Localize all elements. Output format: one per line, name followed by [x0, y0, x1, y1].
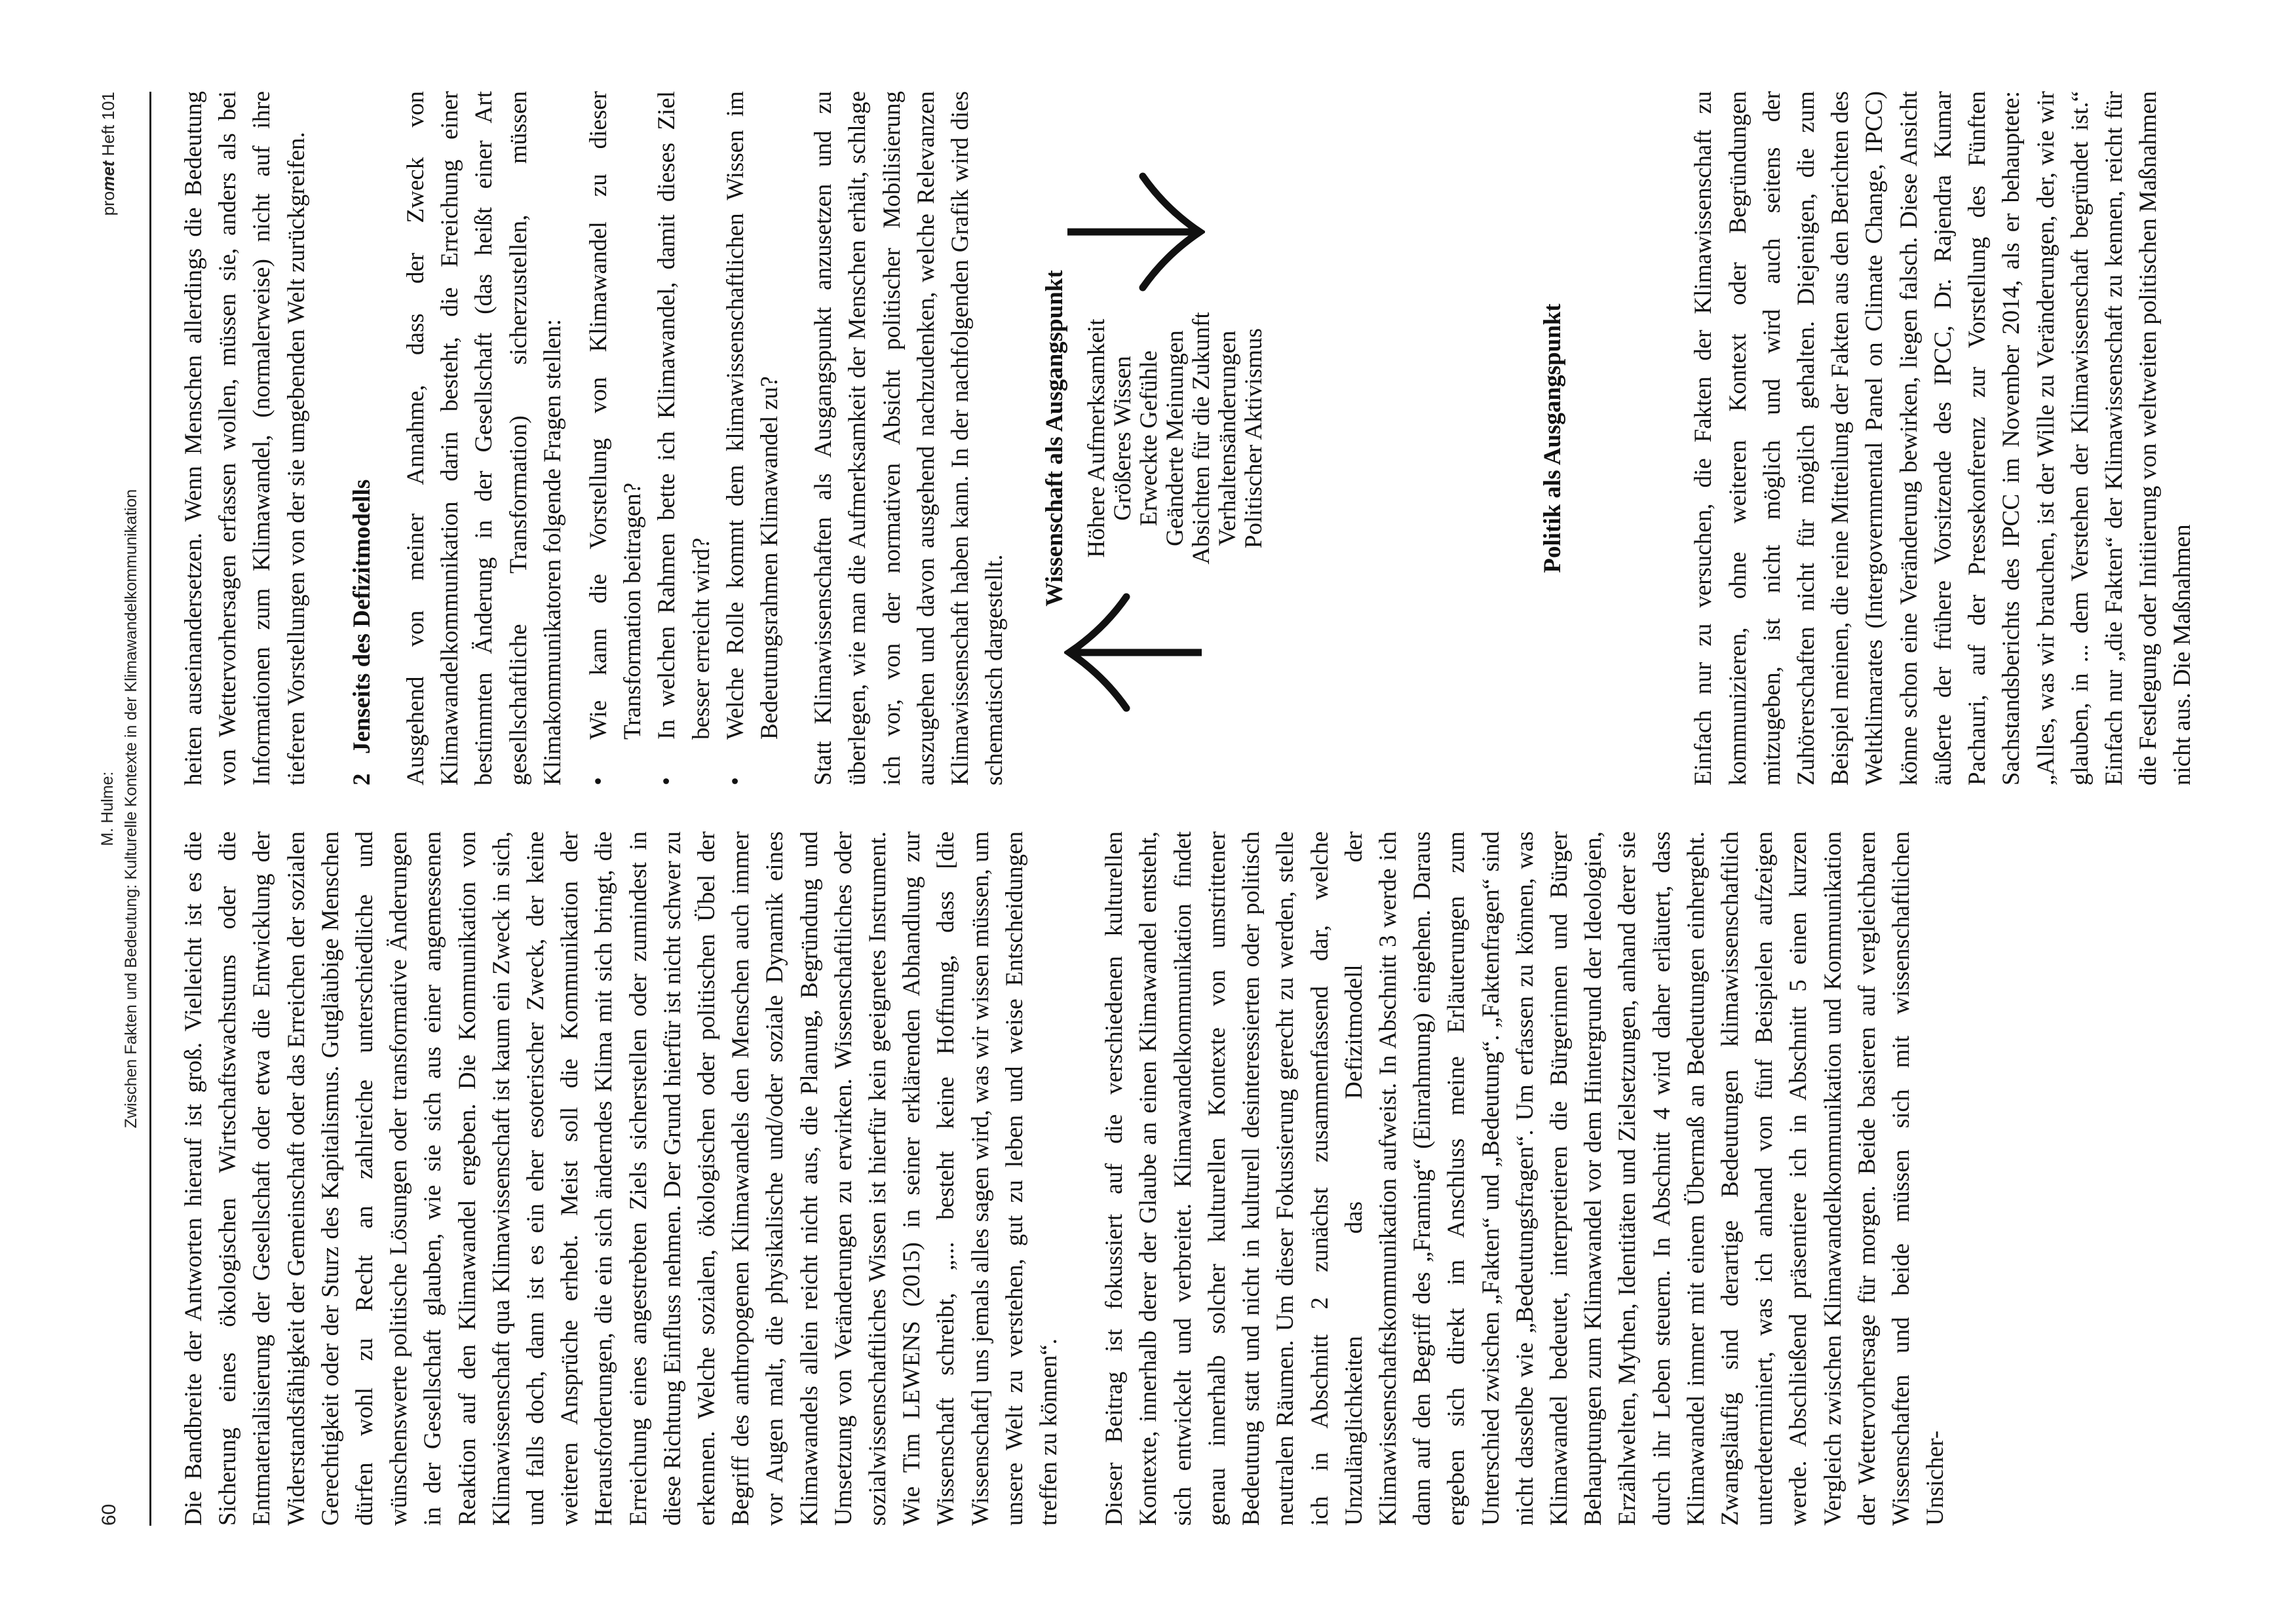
list-item: • Wie kann die Vorstellung von Klimawandel zu dieser Transformation beitragen? [582, 91, 650, 785]
paragraph-continued: heiten auseinandersetzen. Wenn Menschen allerdings die Bedeutung von Wettervorhersagen erfassen wollen, müssen sie, anders als bei Informationen zum Klimawandel, (normalerweise) nicht auf ihre tieferen Vorstellungen von der sie umgebenden Welt zurückgreifen. [180, 91, 310, 785]
paragraph: Die Bandbreite der Antworten hierauf ist groß. Vielleicht ist es die Sicherung eines ökologischen Wirtschaftswachstums oder die Entmaterialisierung der Gesellschaft oder etwa die Entwicklung der Widerstandsfähigkeit der Gemeinschaft oder das Erreichen der sozialen Gerechtigkeit oder der Sturz des Kapitalismus. Gutgläubige Menschen dürfen wohl zu Recht an zahlreiche unterschiedliche und wünschenswerte politische Lösungen oder transformative Änderungen in der Gesellschaft glauben, wie sie sich aus einer angemessenen Reaktion auf den Klimawandel ergeben. Die Kommunikation von Klimawissenschaft qua Klimawissenschaft ist kaum ein Zweck in sich, und falls doch, dann ist es ein eher esoterischer Zweck, der keine weiteren Ansprüche erhebt. Meist soll die Kommunikation der Herausforderungen, die ein sich änderndes Klima mit sich bringt, die Erreichung eines angestrebten Ziels sicherstellen oder zumindest in diese Richtung Einfluss nehmen. Der Grund hierfür ist nicht schwer zu erkennen. Welche sozialen, ökologischen oder politischen Übel der Begriff des anthropogenen Klimawandels den Menschen auch immer vor Augen malt, die physikalische und/oder soziale Dynamik eines Klimawandels allein reicht nicht aus, die Planung, Begründung und Umsetzung von Veränderungen zu erwirken. Wissenschaftliches oder sozialwissenschaftliches Wissen ist hierfür kein geeignetes Instrument. Wie Tim LEWENS (2015) in seiner erklärenden Abhandlung zur Wissenschaft schreibt, „... besteht keine Hoffnung, dass [die Wissenschaft] uns jemals alles sagen wird, was wir wissen müssen, um unsere Welt zu verstehen, gut zu leben und weise Entscheidungen treffen zu können“. [180, 831, 1063, 1526]
diagram-step: Verhaltensänderungen [1214, 330, 1242, 546]
diagram-step: Absichten für die Zukunft [1188, 312, 1215, 565]
section-title: Jenseits des Defizitmodells [348, 479, 375, 754]
diagram-step: Politischer Aktivismus [1240, 328, 1268, 549]
diagram-steps [1084, 91, 1267, 785]
section-number: 2 [348, 773, 375, 785]
header-rule [149, 92, 151, 1526]
journal-issue [98, 92, 119, 216]
diagram-top-label: Wissenschaft als Ausgangspunkt [1041, 270, 1069, 607]
journal-name-prefix: pro [98, 191, 118, 216]
paragraph: Einfach nur zu versuchen, die Fakten der Klimawissenschaft zu kommunizieren, ohne weiteren Kontext oder Begründungen mitzugeben, ist nicht möglich und wird auch seitens der Zuhörerschaften nicht für möglich gehalten. Diejenigen, die zum Beispiel meinen, die reine Mitteilung der Fakten aus den Berichten des Weltklimarates (Intergovernmental Panel on Climate Change, IPCC) könne schon eine Veränderung bewirken, liegen falsch. Diese Ansicht äußerte der frühere Vorsitzende des IPCC, Dr. Rajendra Kumar Pachauri, auf der Pressekonferenz zur Vorstellung des Fünften Sachstandsberichts des IPCC im November 2014, als er behauptete: „Alles, was wir brauchen, ist der Wille zu Veränderungen, der, wie wir glauben, in ... dem Verstehen der Klimawissenschaft begründet ist.“ Einfach nur „die Fakten“ der Klimawissenschaft zu kennen, reicht für die Festlegung oder Initiierung von weltweiten politischen Maßnahmen nicht aus. Die Maßnahmen [1690, 91, 2196, 785]
header-author: M. Hulme: [98, 771, 117, 846]
paragraph: Dieser Beitrag ist fokussiert auf die verschiedenen kulturellen Kontexte, innerhalb derer der Glaube an einen Klimawandel entsteht, sich entwickelt und verbreitet. Klimawandelkommunikation findet genau innerhalb solcher kulturellen Kontexte von umstrittener Bedeutung statt und nicht in kulturell desinteressierten oder politisch neutralen Räumen. Um dieser Fokussierung gerecht zu werden, stelle ich in Abschnitt 2 zunächst zusammenfassend dar, welche Unzulänglichkeiten das Defizitmodell der Klimawissenschaftskommunikation aufweist. In Abschnitt 3 werde ich dann auf den Begriff des „Framing“ (Einrahmung) eingehen. Daraus ergeben sich direkt im Anschluss meine Erläuterungen zum Unterschied zwischen „Fakten“ und „Bedeutung“. „Faktenfragen“ sind nicht dasselbe wie „Bedeutungsfragen“. Um erfassen zu können, was Klimawandel bedeutet, interpretieren die Bürgerinnen und Bürger Behauptungen zum Klimawandel vor dem Hintergrund der Ideologien, Erzählwelten, Mythen, Identitäten und Zielsetzungen, anhand derer sie durch ihr Leben steuern. In Abschnitt 4 wird daher erläutert, dass Klimawandel immer mit einem Übermaß an Bedeutungen einhergeht. Zwangsläufig sind derartige Bedeutungen klimawissenschaftlich unterdeterminiert, was ich anhand von fünf Beispielen aufzeigen werde. Abschließend präsentiere ich in Abschnitt 5 einen kurzen Vergleich zwischen Klimawandelkommunikation und Kommunikation der Wettervorhersage für morgen. Beide basieren auf vergleichbaren Wissenschaften und beide müssen sich mit wissenschaftlichen Unsicher- [1101, 831, 1949, 1526]
schema-diagram [1038, 91, 1680, 785]
diagram-step: Höhere Aufmerksamkeit [1083, 318, 1111, 558]
paragraph: Statt Klimawissenschaften als Ausgangspunkt anzusetzen und zu überlegen, wie man die Aufmerksamkeit der Menschen erhält, schlage ich vor, von der normativen Absicht politischer Mobilisierung auszugehen und davon ausgehend nachzudenken, welche Relevanzen Klimawissenschaft haben kann. In der nachfolgenden Grafik wird dies schematisch dargestellt. [810, 91, 1008, 785]
list-item: • Welche Rolle kommt dem klimawissenschaftlichen Wissen im Bedeutungsrahmen Klimawandel zu? [719, 91, 787, 785]
diagram-step: Erweckte Gefühle [1136, 350, 1163, 527]
left-column [177, 831, 1953, 1526]
running-header [98, 92, 164, 1526]
paragraph: Ausgehend von meiner Annahme, dass der Zweck von Klimawandelkommunikation darin besteht, die Erreichung einer bestimmten Änderung in der Gesellschaft (das heißt einer Art gesellschaftliche Transformation) sicherzustellen, müssen Klimakommunikatoren folgende Fragen stellen: [402, 91, 566, 785]
question-list [582, 91, 787, 785]
issue-label: Heft 101 [98, 92, 118, 161]
right-column [177, 91, 2200, 785]
header-title: Zwischen Fakten und Bedeutung: Kulturelle Kontexte in der Klimawandelkommunikation [122, 489, 140, 1129]
list-item: • In welchen Rahmen bette ich Klimawandel, damit dieses Ziel besser erreicht wird? [650, 91, 718, 785]
section-heading [345, 91, 379, 785]
journal-name-suffix: met [98, 161, 118, 191]
diagram-bottom-label: Politik als Ausgangspunkt [1539, 303, 1567, 573]
page-number: 60 [98, 1503, 120, 1526]
diagram-step: Größeres Wissen [1109, 356, 1137, 521]
diagram-step: Geänderte Meinungen [1162, 330, 1189, 546]
